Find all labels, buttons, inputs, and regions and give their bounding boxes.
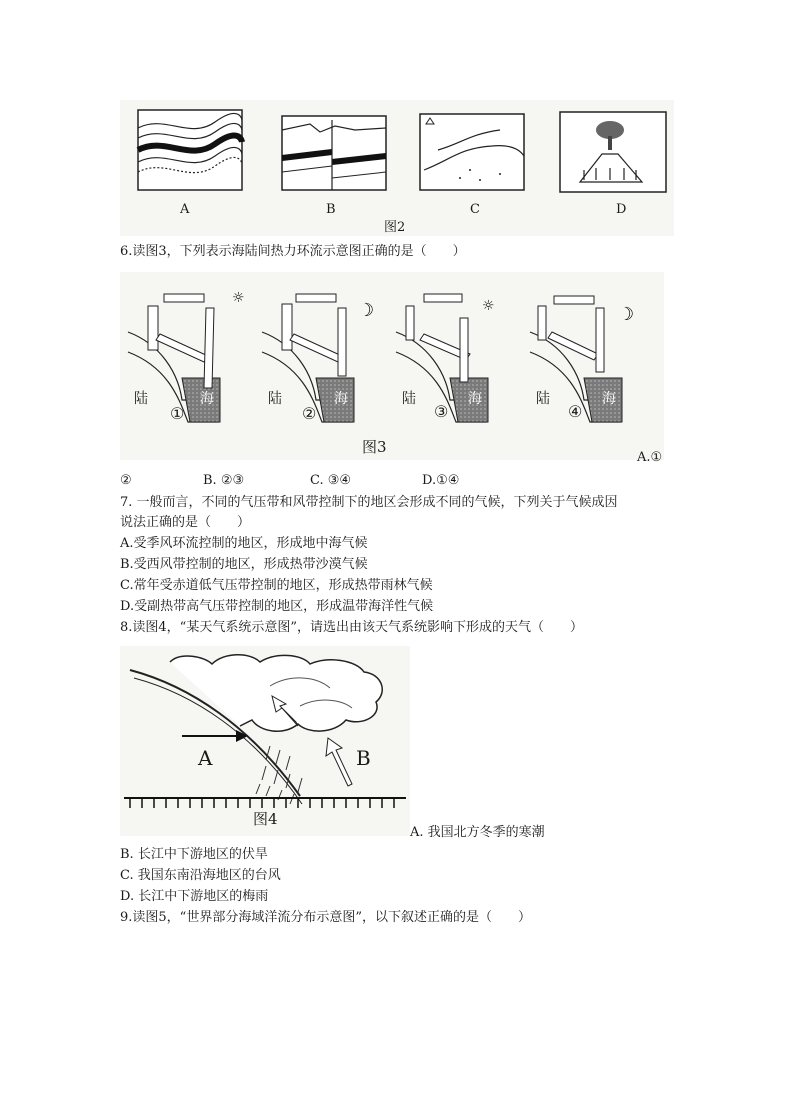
question-7-option-d: D.受副热带高气压带控制的地区，形成温带海洋性气候 [120,599,434,614]
question-7-stem-line2: 说法正确的是（ ） [120,515,251,530]
figure-2 [120,100,674,236]
figure-2-label-c: C [470,202,480,217]
panel-1-sea-label: 海 [200,391,214,407]
panel-1-number: ① [170,404,185,423]
question-7-option-a: A.受季风环流控制的地区，形成地中海气候 [120,536,368,551]
panel-4-sea-label: 海 [602,391,616,407]
question-8-option-b: B. 长江中下游地区的伏旱 [120,847,268,862]
svg-text:☽: ☽ [358,300,375,321]
panel-4-number: ④ [568,402,583,421]
question-8-stem: 8.读图4，“某天气系统示意图”，请选出由该天气系统影响下形成的天气（ ） [120,620,583,635]
question-8-option-c: C. 我国东南沿海地区的台风 [120,868,281,883]
panel-c-delta [420,114,524,190]
panel-3-number: ③ [434,402,449,421]
question-6-option-a: A.① [637,450,663,465]
figure-4 [120,646,410,836]
question-6-option-a-cont: ② [120,473,132,488]
figure-2-label-d: D [616,202,627,217]
question-6-stem: 6.读图3，下列表示海陆间热力环流示意图正确的是（ ） [120,244,466,259]
question-7-option-b: B.受西风带控制的地区，形成热带沙漠气候 [120,557,368,572]
panel-4-land-label: 陆 [536,391,550,407]
question-7-stem-line1: 7. 一般而言，不同的气压带和风带控制下的地区会形成不同的气候，下列关于气候成因 [120,495,618,510]
question-9-stem: 9.读图5，“世界部分海域洋流分布示意图”，以下叙述正确的是（ ） [120,910,531,925]
question-6-option-b: B. ②③ [203,473,245,488]
question-8-option-d: D. 长江中下游地区的梅雨 [120,889,269,904]
question-6-option-c: C. ③④ [310,473,352,488]
figure-3-caption: 图3 [362,438,387,456]
panel-a-folded-strata [138,110,242,190]
panel-d-volcano [560,112,666,192]
panel-1-land-label: 陆 [134,391,148,407]
figure-4-label-b: B [356,746,371,770]
panel-2-number: ② [302,404,317,423]
figure-4-caption: 图4 [250,808,281,829]
panel-2-sea-label: 海 [334,391,348,407]
panel-3-land-label: 陆 [402,391,416,407]
figure-3-drawing [120,272,664,460]
figure-2-label-b: B [326,202,336,217]
panel-2-land-label: 陆 [268,391,282,407]
question-7-option-c: C.常年受赤道低气压带控制的地区，形成热带雨林气候 [120,578,433,593]
figure-3 [120,272,664,460]
panel-b-fault [282,116,386,190]
question-6-option-d: D.①④ [422,473,460,488]
svg-text:☼: ☼ [232,290,245,306]
figure-4-label-a: A [198,746,213,770]
question-8-option-a: A. 我国北方冬季的寒潮 [410,825,545,840]
svg-text:☼: ☼ [482,298,495,314]
figure-2-label-a: A [180,202,190,217]
panel-3-sea-label: 海 [468,391,482,407]
figure-2-caption: 图2 [384,220,406,235]
svg-text:☽: ☽ [618,304,635,325]
